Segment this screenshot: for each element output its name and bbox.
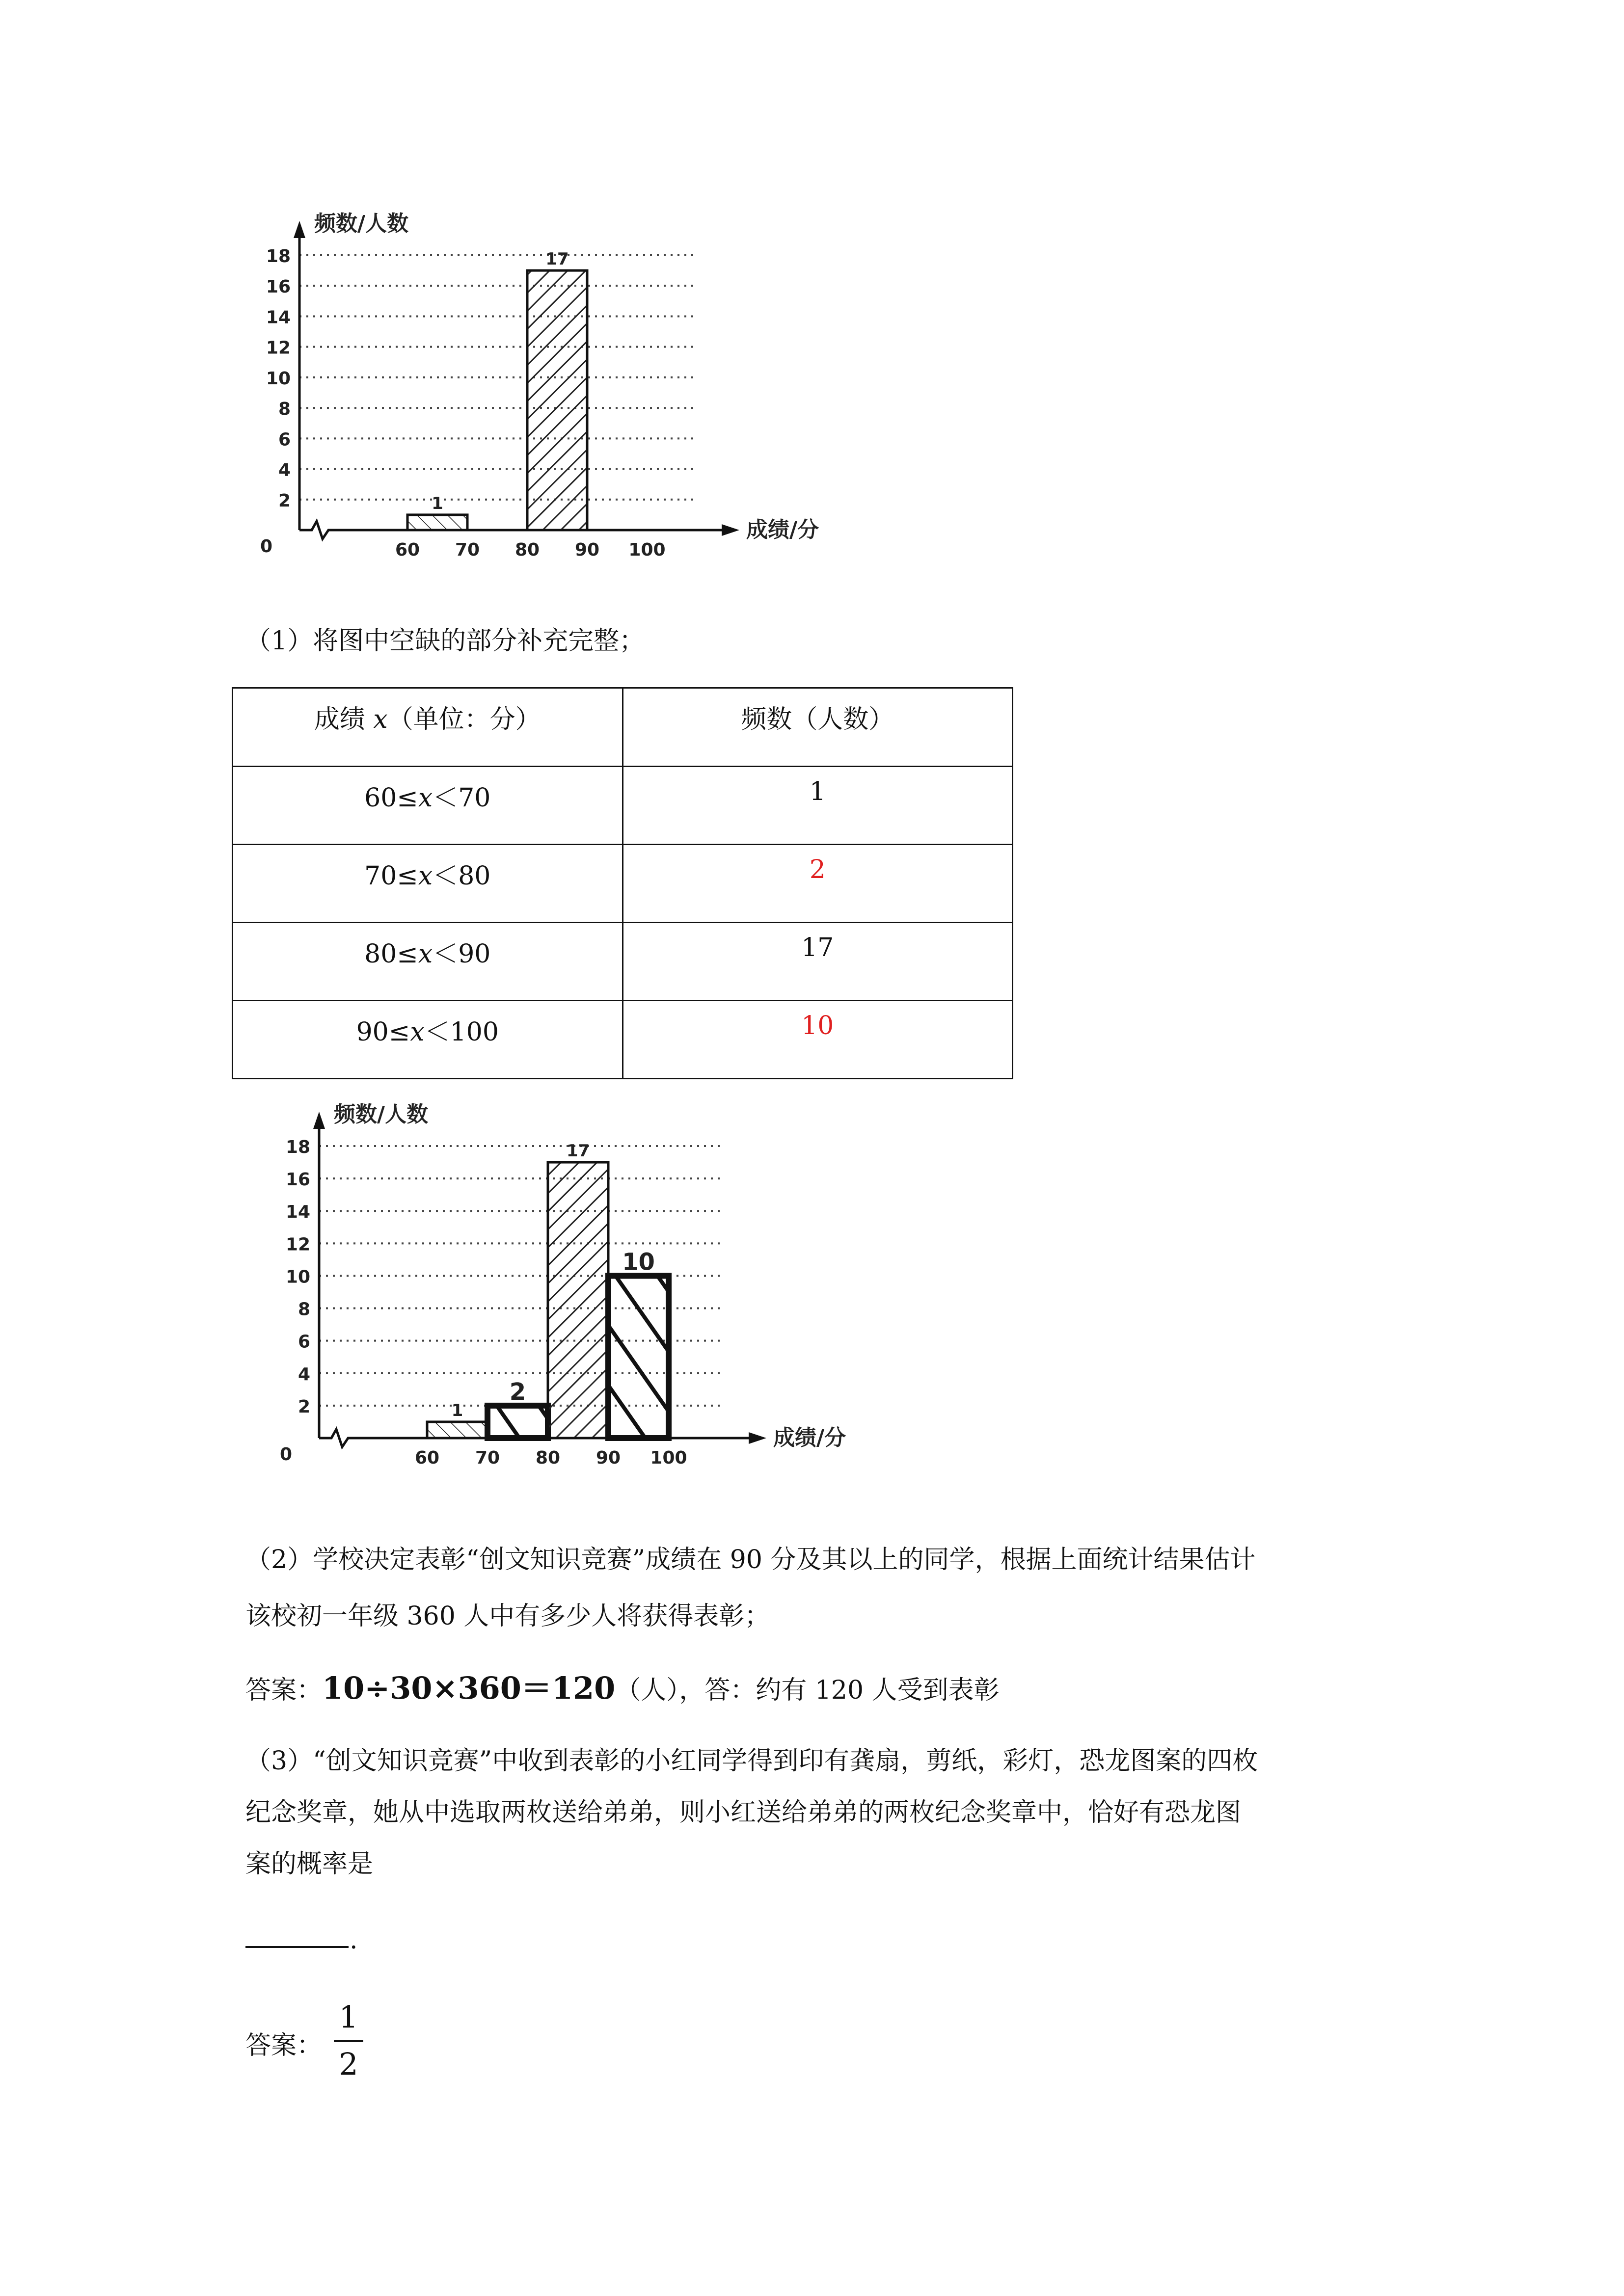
histogram-original: [260, 211, 903, 569]
x-tick-label: 100: [628, 540, 666, 560]
bar-value-label: 2: [509, 1378, 526, 1406]
y-tick-label: 18: [266, 246, 291, 267]
score-range: 60≤x＜70: [233, 767, 623, 845]
y-axis-arrow: [294, 221, 305, 238]
histogram-completed: [280, 1099, 918, 1472]
y-tick-label: 18: [285, 1137, 310, 1157]
frequency-value: 1: [623, 767, 1013, 845]
fraction-denominator: 2: [339, 2046, 358, 2082]
x-tick-label: 60: [395, 540, 420, 560]
y-tick-label: 14: [266, 307, 291, 328]
fraction-bar: [334, 2040, 363, 2042]
x-tick-label: 70: [475, 1448, 500, 1468]
question-3-line-3: 案的概率是: [245, 1849, 374, 1879]
y-tick-label: 8: [278, 399, 291, 420]
y-axis-title: 频数/人数: [314, 211, 409, 236]
table-row: [233, 845, 1013, 923]
question-2-line-2: 该校初一年级 360 人中有多少人将获得表彰；: [245, 1602, 770, 1631]
y-axis-arrow: [313, 1112, 325, 1129]
table-row: [233, 767, 1013, 845]
y-tick-label: 12: [285, 1234, 310, 1255]
answer-2-formula: 10÷30×360＝120: [322, 1670, 616, 1706]
frequency-value-answer: 2: [623, 845, 1013, 923]
y-tick-label: 14: [285, 1202, 310, 1223]
y-tick-label: 10: [285, 1267, 310, 1287]
table-row: [233, 1001, 1013, 1079]
histogram-bar: [608, 1276, 669, 1438]
bar-value-label: 10: [622, 1248, 655, 1276]
frequency-value-answer: 10: [623, 1001, 1013, 1079]
x-tick-label: 100: [650, 1448, 687, 1468]
y-tick-label: 0: [279, 1444, 292, 1465]
x-axis-arrow: [722, 524, 739, 536]
answer-3-prefix: 答案：: [245, 2031, 323, 2060]
fraction-numerator: 1: [339, 1999, 358, 2035]
y-tick-label: 0: [260, 536, 272, 557]
x-tick-label: 80: [514, 540, 540, 560]
question-3-line-1: （3）“创文知识竞赛”中收到表彰的小红同学得到印有龚扇，剪纸，彩灯，恐龙图案的四枚: [245, 1746, 1258, 1776]
y-tick-label: 8: [298, 1299, 310, 1320]
x-tick-label: 60: [414, 1448, 440, 1468]
x-tick-label: 80: [535, 1448, 561, 1468]
x-tick-label: 90: [574, 540, 600, 560]
x-tick-label: 70: [455, 540, 480, 560]
histogram-bar: [527, 270, 587, 530]
table-row: [233, 923, 1013, 1001]
y-axis-title: 频数/人数: [334, 1102, 429, 1127]
answer-2: 答案：10÷30×360＝120（人），答：约有 120 人受到表彰: [245, 1670, 1000, 1706]
y-tick-label: 2: [298, 1396, 310, 1417]
y-tick-label: 2: [278, 490, 291, 511]
x-axis: [299, 521, 722, 539]
question-2-line-1: （2）学校决定表彰“创文知识竞赛”成绩在 90 分及其以上的同学，根据上面统计结果估计: [245, 1545, 1256, 1575]
frequency-table: [232, 687, 1013, 1079]
answer-3-fraction: [334, 1998, 363, 2084]
blank-period: .: [350, 1925, 358, 1955]
y-tick-label: 16: [266, 277, 291, 297]
score-range: 80≤x＜90: [233, 923, 623, 1001]
table-header-row: [233, 688, 1013, 767]
y-tick-label: 10: [266, 368, 291, 389]
y-tick-label: 6: [278, 429, 291, 450]
bar-value-label: 17: [545, 249, 569, 269]
frequency-value: 17: [623, 923, 1013, 1001]
question-3-line-2: 纪念奖章，她从中选取两枚送给弟弟，则小红送给弟弟的两枚纪念奖章中，恰好有恐龙图: [245, 1798, 1242, 1827]
histogram-bar: [548, 1162, 608, 1438]
answer-blank-line: [245, 1946, 349, 1948]
header-frequency: 频数（人数）: [623, 688, 1013, 767]
question-1: （1）将图中空缺的部分补充完整；: [245, 626, 645, 656]
score-range: 70≤x＜80: [233, 845, 623, 923]
header-score: 成绩 x（单位：分）: [233, 688, 623, 767]
score-range: 90≤x＜100: [233, 1001, 623, 1079]
bar-value-label: 1: [432, 493, 443, 513]
y-tick-label: 12: [266, 338, 291, 358]
bar-value-label: 1: [451, 1400, 463, 1420]
x-axis-arrow: [749, 1432, 766, 1444]
x-tick-label: 90: [595, 1448, 621, 1468]
y-tick-label: 4: [298, 1364, 310, 1385]
x-axis-title: 成绩/分: [746, 517, 819, 542]
histogram-bar: [427, 1422, 487, 1438]
histogram-bar: [407, 515, 467, 530]
x-axis-title: 成绩/分: [773, 1425, 846, 1450]
y-tick-label: 4: [278, 460, 291, 481]
histogram-bar: [487, 1406, 548, 1438]
bar-value-label: 17: [566, 1141, 590, 1161]
y-tick-label: 16: [285, 1170, 310, 1190]
y-tick-label: 6: [298, 1332, 310, 1352]
